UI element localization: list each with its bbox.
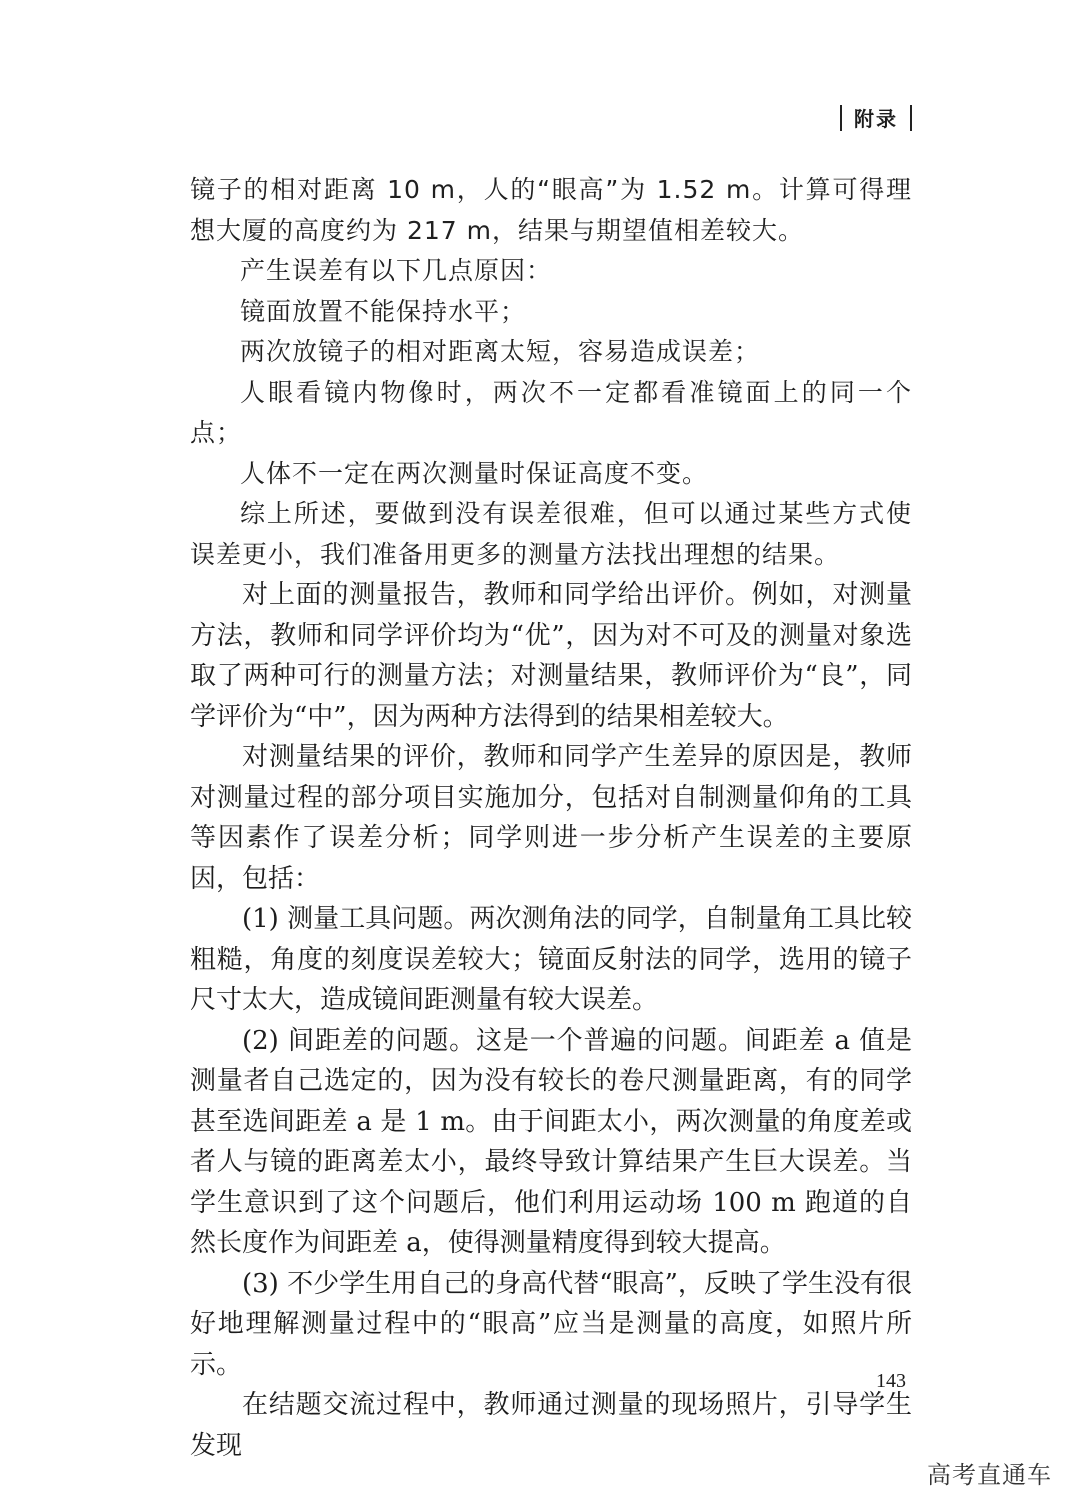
paragraph: 镜子的相对距离 10 m，人的“眼高”为 1.52 m。计算可得理想大厦的高度约为 217 m，结果与期望值相差较大。: [190, 175, 912, 245]
paragraph: 对上面的测量报告，教师和同学给出评价。例如，对测量方法，教师和同学评价均为“优”，因为对不可及的测量对象选取了两种可行的测量方法；对测量结果，教师评价为“良”，同学评价为“中”，因为两种方法得到的结果相差较大。: [190, 580, 912, 732]
paragraph: 两次放镜子的相对距离太短，容易造成误差；: [240, 337, 761, 366]
section-label: 附录: [854, 107, 898, 131]
page-number: 143: [876, 1370, 906, 1392]
running-head: [840, 103, 912, 132]
paragraph: 人体不一定在两次测量时保证高度不变。: [240, 458, 709, 488]
paragraph: 人眼看镜内物像时，两次不一定都看准镜面上的同一个点；: [190, 377, 912, 447]
paragraph: 在结题交流过程中，教师通过测量的现场照片，引导学生发现: [190, 1390, 912, 1461]
paragraph: 镜面放置不能保持水平；: [240, 296, 527, 326]
page-body: [190, 170, 912, 1466]
paragraph: 对测量结果的评价，教师和同学产生差异的原因是，教师对测量过程的部分项目实施加分，包括对自制测量仰角的工具等因素作了误差分析；同学则进一步分析产生误差的主要原因，包括：: [190, 742, 912, 894]
divider-left: [840, 105, 842, 131]
paragraph: (3) 不少学生用自己的身高代替“眼高”，反映了学生没有很好地理解测量过程中的“眼高”应当是测量的高度，如照片所示。: [190, 1268, 912, 1380]
watermark: 高考直通车: [927, 1461, 1052, 1489]
paragraph: (1) 测量工具问题。两次测角法的同学，自制量角工具比较粗糙，角度的刻度误差较大；镜面反射法的同学，选用的镜子尺寸太大，造成镜间距测量有较大误差。: [190, 904, 912, 1015]
divider-right: [910, 105, 912, 131]
paragraph: 产生误差有以下几点原因：: [240, 256, 553, 285]
paragraph: 综上所述，要做到没有误差很难，但可以通过某些方式使误差更小，我们准备用更多的测量方法找出理想的结果。: [190, 499, 912, 569]
paragraph: (2) 间距差的问题。这是一个普遍的问题。间距差 a 值是测量者自己选定的，因为没有较长的卷尺测量距离，有的同学甚至选间距差 a 是 1 m。由于间距太小，两次测量的角度差或者人与镜的距离差太小，最终导致计算结果产生巨大误差。当学生意识到了这个问题后，他们利用运动场 100 m 跑道的自然长度作为间距差 a，使得测量精度得到较大提高。: [190, 1025, 912, 1258]
